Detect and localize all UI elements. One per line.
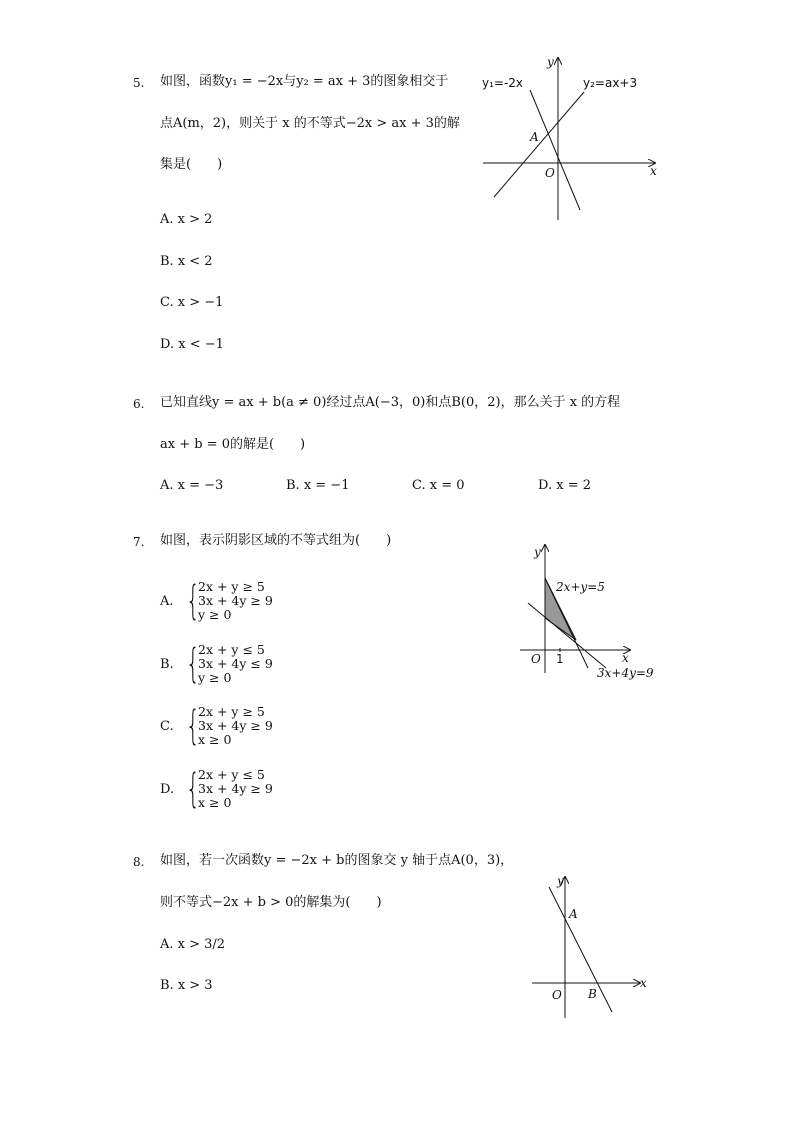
- question-7-number: 7.: [133, 535, 145, 549]
- q5-point-a: A: [530, 130, 539, 144]
- question-5-number: 5.: [133, 76, 145, 90]
- question-7-line-1: 如图，表示阴影区域的不等式组为( ): [160, 533, 392, 548]
- q7-a-ineq-2: 3x + 4y ≥ 9: [198, 593, 273, 608]
- q7-option-c-label: C.: [160, 718, 174, 734]
- q5-option-a[interactable]: A. x > 2: [160, 212, 213, 227]
- q7-tick-label: 1: [556, 652, 564, 666]
- q5-label-y1: y₁=-2x: [482, 76, 524, 90]
- brace-icon: {: [186, 703, 200, 749]
- q7-label-line2: 3x+4y=9: [597, 666, 654, 680]
- q7-a-ineq-3: y ≥ 0: [198, 607, 232, 622]
- q7-y-label: y: [534, 545, 541, 559]
- q7-a-ineq-1: 2x + y ≥ 5: [198, 579, 265, 594]
- q7-b-ineq-2: 3x + 4y ≤ 9: [198, 656, 273, 671]
- q6-option-a[interactable]: A. x = −3: [160, 478, 224, 493]
- brace-icon: {: [186, 578, 200, 624]
- q7-label-line1: 2x+y=5: [556, 580, 605, 594]
- q7-d-ineq-1: 2x + y ≤ 5: [198, 767, 265, 782]
- question-6-line-2: ax + b = 0的解是( ): [160, 437, 306, 452]
- q5-option-d[interactable]: D. x < −1: [160, 337, 224, 352]
- question-8-number: 8.: [133, 855, 145, 869]
- q8-x-label: x: [640, 976, 647, 990]
- question-5-line-1: 如图，函数y₁ = −2x与y₂ = ax + 3的图象相交于: [160, 74, 449, 89]
- q8-point-b: B: [588, 987, 597, 1001]
- q5-option-c[interactable]: C. x > −1: [160, 295, 224, 310]
- q7-option-b-label: B.: [160, 656, 174, 672]
- q7-d-ineq-3: x ≥ 0: [198, 795, 232, 810]
- q8-point-a: A: [569, 907, 578, 921]
- q8-y-label: y: [557, 874, 564, 888]
- q6-option-d[interactable]: D. x = 2: [538, 478, 591, 493]
- q7-b-ineq-1: 2x + y ≤ 5: [198, 642, 265, 657]
- question-6-number: 6.: [133, 397, 145, 411]
- q5-option-b[interactable]: B. x < 2: [160, 254, 213, 269]
- q5-y-label: y: [547, 55, 554, 69]
- q5-origin: O: [545, 166, 555, 180]
- q8-option-b[interactable]: B. x > 3: [160, 978, 213, 993]
- question-5-line-2: 点A(m，2)，则关于 x 的不等式−2x > ax + 3的解: [160, 116, 460, 131]
- q7-b-ineq-3: y ≥ 0: [198, 670, 232, 685]
- question-8-line-1: 如图，若一次函数y = −2x + b的图象交 y 轴于点A(0，3)，: [160, 853, 514, 868]
- q5-label-y2: y₂=ax+3: [583, 76, 638, 90]
- q8-origin: O: [552, 988, 562, 1002]
- q8-option-a[interactable]: A. x > 3/2: [160, 937, 226, 952]
- brace-icon: {: [186, 641, 200, 687]
- q7-c-ineq-2: 3x + 4y ≥ 9: [198, 718, 273, 733]
- q7-option-a-label: A.: [160, 593, 174, 609]
- q5-x-label: x: [650, 164, 657, 178]
- q7-origin: O: [531, 652, 541, 666]
- q7-c-ineq-3: x ≥ 0: [198, 732, 232, 747]
- q6-option-b[interactable]: B. x = −1: [286, 478, 350, 493]
- q7-option-d-label: D.: [160, 781, 175, 797]
- question-5-line-3: 集是( ): [160, 157, 223, 172]
- q6-option-c[interactable]: C. x = 0: [412, 478, 465, 493]
- question-6-line-1: 已知直线y = ax + b(a ≠ 0)经过点A(−3，0)和点B(0，2)，那么关于 x 的方程: [160, 395, 621, 410]
- q7-c-ineq-1: 2x + y ≥ 5: [198, 704, 265, 719]
- q7-d-ineq-2: 3x + 4y ≥ 9: [198, 781, 273, 796]
- brace-icon: {: [186, 766, 200, 812]
- question-8-line-2: 则不等式−2x + b > 0的解集为( ): [160, 895, 382, 910]
- q7-x-label: x: [622, 651, 629, 665]
